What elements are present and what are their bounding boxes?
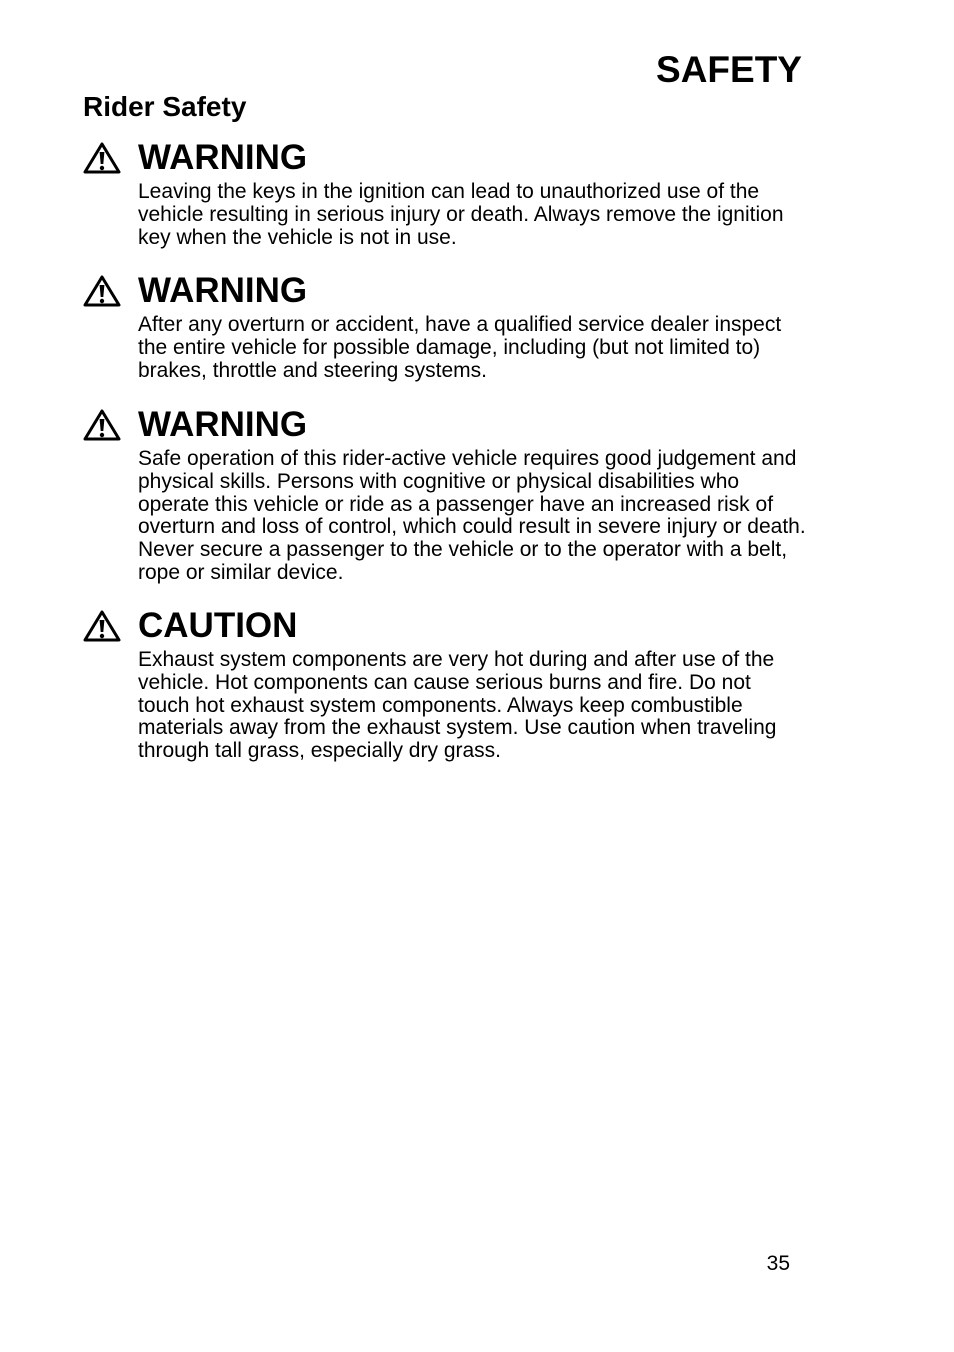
- notice-heading: CAUTION: [138, 606, 298, 645]
- notice-heading: WARNING: [138, 271, 308, 310]
- notice-header: [83, 270, 813, 312]
- warning-triangle-icon: [83, 409, 121, 441]
- notice-heading: WARNING: [138, 138, 308, 177]
- subsection-title: Rider Safety: [83, 91, 247, 122]
- page-number: 35: [766, 1252, 790, 1275]
- caution-notice-exhaust: [83, 605, 813, 763]
- notice-body: Safe operation of this rider-active vehicle requires good judgement and physical skills. Persons with cognitive or physical disabilities who operate this vehicle or ride as a passenger have an increased risk of overturn and loss of control, which could result in severe injury or death. Never secure a passenger to the vehicle or to the operator with a belt, rope or similar device.: [138, 447, 806, 584]
- notice-header: [83, 137, 813, 179]
- section-title: SAFETY: [656, 49, 802, 90]
- notice-header: [83, 605, 813, 647]
- notice-body: Leaving the keys in the ignition can lead to unauthorized use of the vehicle resulting in serious injury or death. Always remove the ignition key when the vehicle is not in use.: [138, 180, 784, 249]
- notice-body: Exhaust system components are very hot during and after use of the vehicle. Hot components can cause serious burns and fire. Do not touch hot exhaust system components. Always keep combustible materials away from the exhaust system. Use caution when traveling through tall grass, especially dry grass.: [138, 648, 777, 763]
- notice-heading: WARNING: [138, 405, 308, 444]
- warning-triangle-icon: [83, 610, 121, 642]
- warning-notice-keys: [83, 137, 813, 249]
- notice-header: [83, 404, 813, 446]
- notice-body: After any overturn or accident, have a qualified service dealer inspect the entire vehicle for possible damage, including (but not limited to) brakes, throttle and steering systems.: [138, 313, 782, 382]
- warning-triangle-icon: [83, 142, 121, 174]
- warning-triangle-icon: [83, 275, 121, 307]
- warning-notice-rider-skills: [83, 404, 813, 585]
- warning-notice-overturn: [83, 270, 813, 382]
